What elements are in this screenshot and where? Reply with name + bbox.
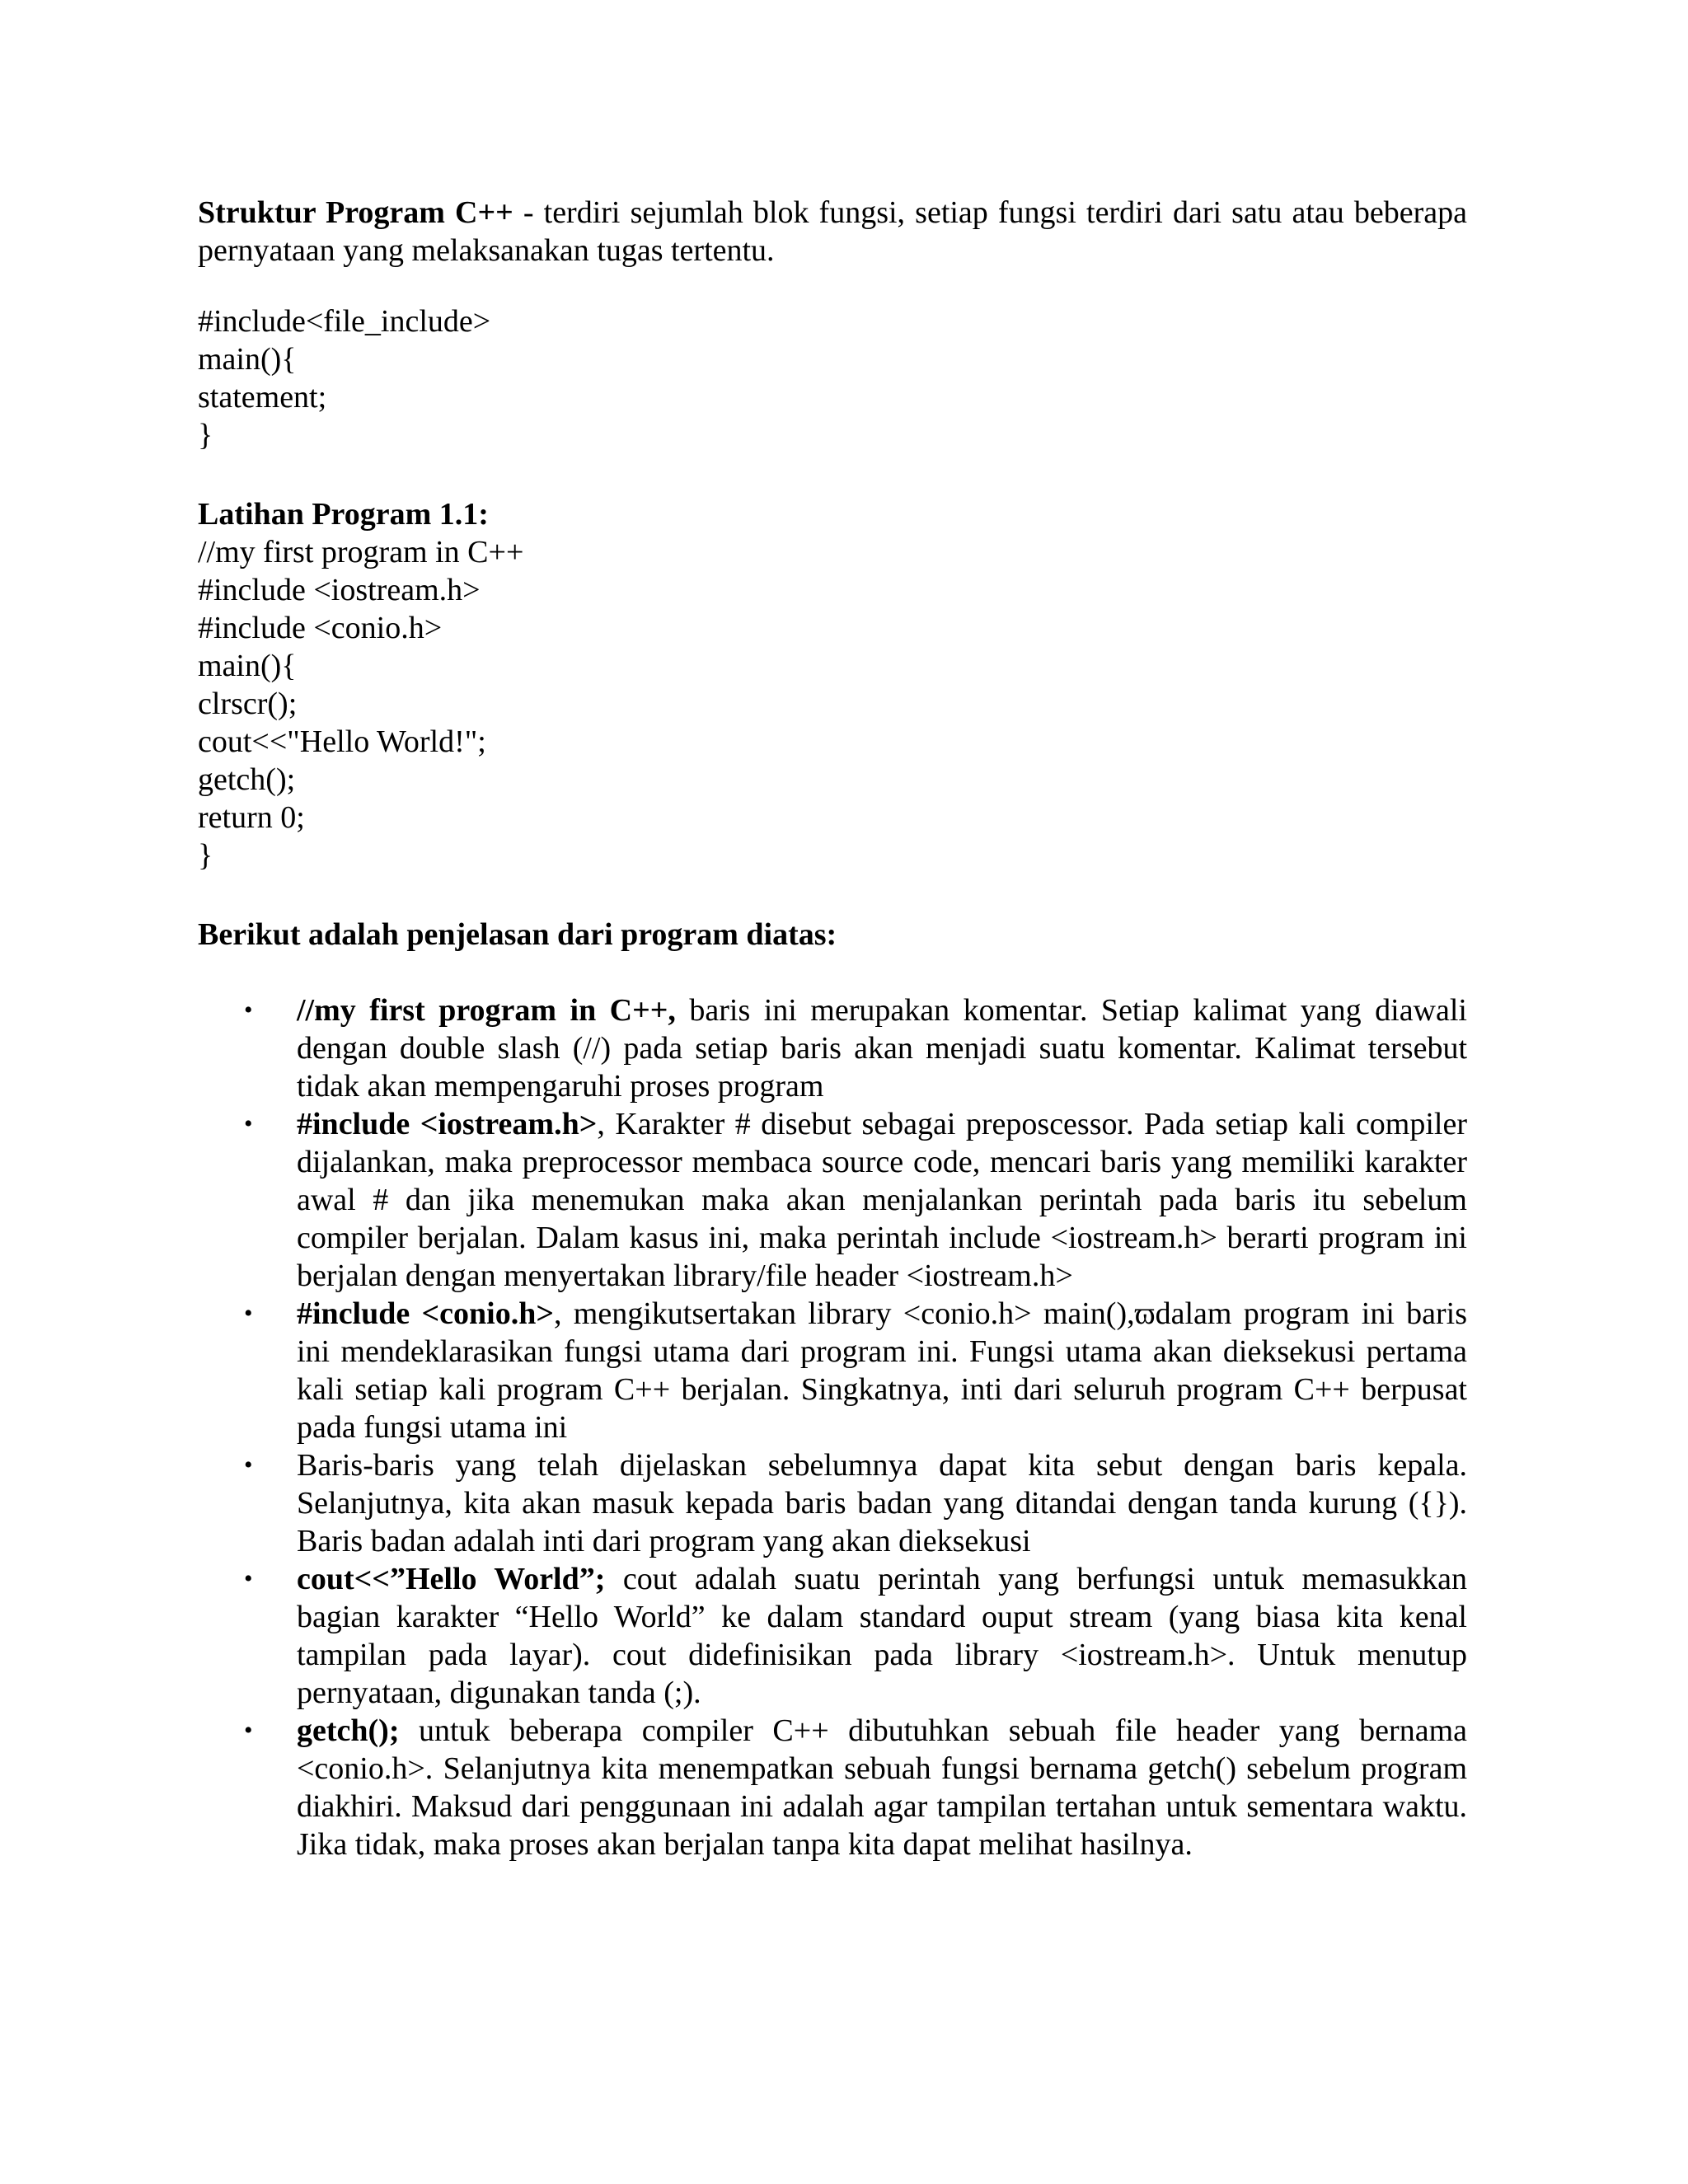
list-item bbox=[198, 1446, 1467, 1560]
code-line: cout<<"Hello World!"; bbox=[198, 724, 486, 759]
bullet-icon: • bbox=[244, 1110, 253, 1137]
bullet-icon: • bbox=[244, 1451, 253, 1479]
code-line: statement; bbox=[198, 380, 327, 415]
explanation-title: Berikut adalah penjelasan dari program diatas: bbox=[198, 917, 837, 952]
bullet-icon: • bbox=[244, 1565, 253, 1592]
document-page bbox=[198, 194, 1467, 1863]
list-item-bold: getch(); bbox=[297, 1713, 400, 1748]
intro-title: Struktur Program C++ bbox=[198, 195, 513, 230]
code-line: #include<file_include> bbox=[198, 304, 491, 339]
list-item-text: , Karakter # disebut sebagai preposcessor. Pada setiap kali compiler dijalankan, maka preprocessor membaca source code, mencari baris yang memiliki karakter awal # dan jika menemukan maka akan menjalankan perintah pada baris itu sebelum compiler berjalan. Dalam kasus ini, maka perintah include <iostream.h> berarti program ini berjalan dengan menyertakan library/file header <iostream.h> bbox=[297, 1107, 1468, 1293]
list-item bbox=[198, 1295, 1467, 1446]
list-item-bold: cout<<”Hello World”; bbox=[297, 1562, 606, 1596]
bullet-icon: • bbox=[244, 1717, 253, 1744]
code-line: main(){ bbox=[198, 342, 297, 377]
explanation-list bbox=[198, 991, 1467, 1863]
bullet-icon: • bbox=[244, 996, 253, 1024]
list-item-text: cout adalah suatu perintah yang berfungsi untuk memasukkan bagian karakter “Hello World” ke dalam standard ouput stream (yang biasa kita kenal tampilan pada layar). cout didefinisikan pada library <iostream.h>. Untuk menutup pernyataan, digunakan tanda (;). bbox=[297, 1562, 1467, 1710]
list-item bbox=[198, 1105, 1467, 1295]
code-line: return 0; bbox=[198, 800, 305, 835]
list-item-text: Baris-baris yang telah dijelaskan sebelumnya dapat kita sebut dengan baris kepala. Selanjutnya, kita akan masuk kepada baris badan yang ditandai dengan tanda kurung ({}). Baris badan adalah inti dari program yang akan dieksekusi bbox=[297, 1448, 1467, 1558]
code-line: } bbox=[198, 838, 213, 873]
structure-code-block bbox=[198, 302, 1467, 454]
code-line: //my first program in C++ bbox=[198, 535, 524, 569]
code-line: } bbox=[198, 418, 213, 452]
intro-paragraph bbox=[198, 194, 1467, 269]
exercise-title: Latihan Program 1.1: bbox=[198, 497, 489, 532]
intro-text: - terdiri sejumlah blok fungsi, setiap fungsi terdiri dari satu atau beberapa pernyataan yang melaksanakan tugas tertentu. bbox=[198, 195, 1467, 268]
list-item-text: untuk beberapa compiler C++ dibutuhkan sebuah file header yang bernama <conio.h>. Selanjutnya kita menempatkan sebuah fungsi bernama getch() sebelum program diakhiri. Maksud dari penggunaan ini adalah agar tampilan tertahan untuk sementara waktu. Jika tidak, maka proses akan berjalan tanpa kita dapat melihat hasilnya. bbox=[297, 1713, 1467, 1862]
spacer bbox=[198, 454, 1467, 495]
list-item-text: baris ini merupakan komentar. Setiap kalimat yang diawali dengan double slash (//) pada setiap baris akan menjadi suatu komentar. Kalimat tersebut tidak akan mempengaruhi proses program bbox=[297, 993, 1467, 1104]
exercise-code-block bbox=[198, 533, 1467, 874]
code-line: #include <iostream.h> bbox=[198, 573, 481, 607]
code-line: main(){ bbox=[198, 649, 297, 683]
list-item-bold: #include <iostream.h> bbox=[297, 1107, 598, 1141]
list-item-text: , mengikutsertakan library <conio.h> main(),ϖdalam program ini baris ini mendeklarasikan fungsi utama dari program ini. Fungsi utama akan dieksekusi pertama kali setiap kali program C++ berjalan. Singkatnya, inti dari seluruh program C++ berpusat pada fungsi utama ini bbox=[297, 1296, 1468, 1445]
list-item bbox=[198, 1712, 1467, 1863]
list-item-bold: #include <conio.h> bbox=[297, 1296, 555, 1331]
code-line: #include <conio.h> bbox=[198, 611, 443, 645]
code-line: getch(); bbox=[198, 762, 296, 797]
list-item bbox=[198, 991, 1467, 1105]
code-line: clrscr(); bbox=[198, 687, 298, 721]
bullet-icon: • bbox=[244, 1300, 253, 1327]
spacer bbox=[198, 874, 1467, 916]
list-item bbox=[198, 1560, 1467, 1712]
list-item-bold: //my first program in C++, bbox=[297, 993, 676, 1028]
